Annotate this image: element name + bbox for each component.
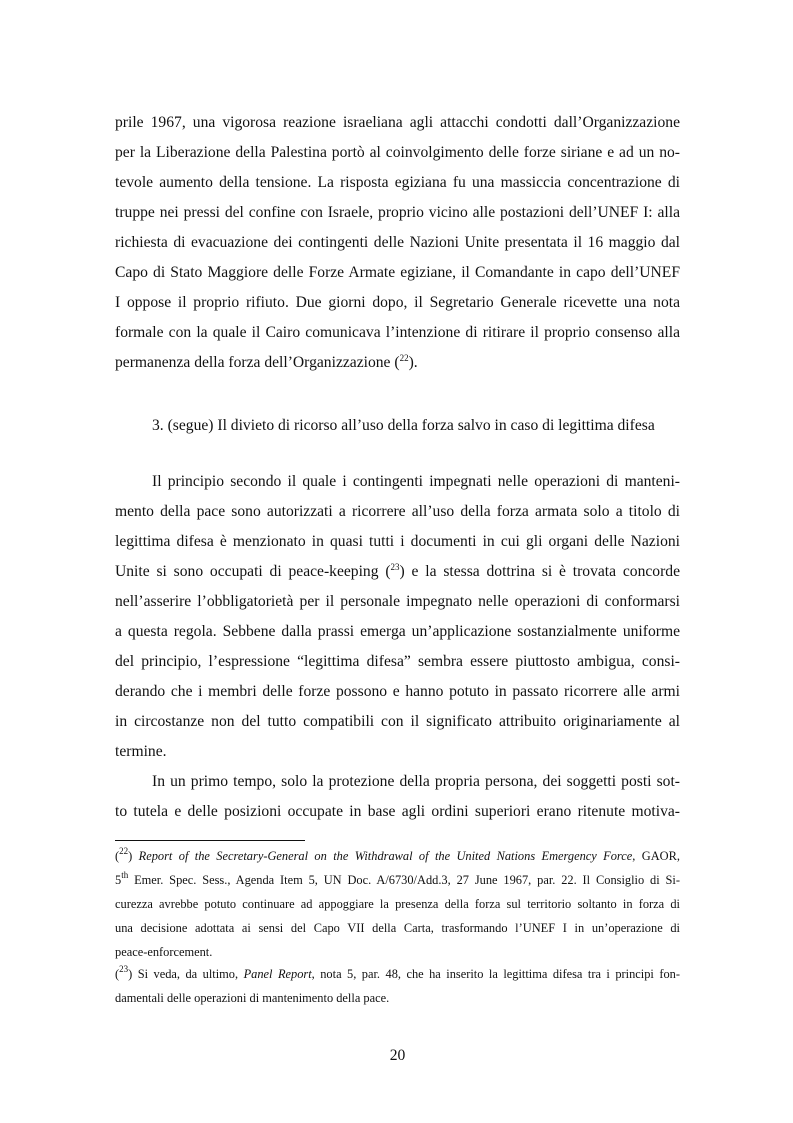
footnote-text: Emer. Spec. Sess., Agenda Item 5, UN Doc. A/6730/Add.3, 27 June 1967, par. 22. Il Consiglio di Si- [128, 873, 680, 887]
footnote-22-line: una decisione adottata ai sensi del Capo VII della Carta, trasformando l’UNEF I in un’operazione di [115, 921, 680, 935]
body-text-line: In un primo tempo, solo la protezione della propria persona, dei soggetti posti sot- [152, 773, 680, 790]
body-text: Unite si sono occupati di peace-keeping ( [115, 563, 391, 580]
body-text-line: truppe nei pressi del confine con Israele, proprio vicino alle postazioni dell’UNEF I: alla [115, 204, 680, 221]
footnote-separator [115, 840, 305, 841]
body-text-line: derando che i membri delle forze possono e hanno potuto in passato ricorrere alle armi [115, 683, 680, 700]
footnote-23-line: damentali delle operazioni di mantenimento della pace. [115, 991, 390, 1005]
body-text-line: to tutela e delle posizioni occupate in base agli ordini superiori erano ritenute motiva- [115, 803, 680, 820]
body-text-line: mento della pace sono autorizzati a ricorrere all’uso della forza armata solo a titolo di [115, 503, 680, 520]
footnote-text: , GAOR, [632, 849, 680, 863]
footnote-text: ) Si veda, da ultimo, [128, 967, 244, 981]
body-text-line: del principio, l’espressione “legittima difesa” sembra essere piuttosto ambigua, consi- [115, 653, 680, 670]
body-text-line: termine. [115, 743, 167, 760]
body-text-line [115, 353, 680, 373]
body-text: ). [408, 354, 418, 371]
body-text-line: in circostanze non del tutto compatibili con il significato attribuito originariamente al [115, 713, 680, 730]
footnote-italic: Panel Report [243, 967, 312, 981]
footnote-22-line: curezza avrebbe potuto continuare ad appoggiare la presenza della forza sul territorio soltanto in forza di [115, 897, 680, 911]
body-text-line: Il principio secondo il quale i contingenti impegnati nelle operazioni di manteni- [152, 473, 680, 490]
body-text-line: per la Liberazione della Palestina portò al coinvolgimento delle forze siriane e ad un no- [115, 144, 680, 161]
footnote-title: Report of the Secretary-General on the Withdrawal of the United Nations Emergency Force [138, 849, 633, 863]
footnote-reference-23[interactable]: 23 [390, 562, 400, 572]
body-text-line: Capo di Stato Maggiore delle Forze Armate egiziane, il Comandante in capo dell’UNEF [115, 264, 680, 281]
body-text-line [115, 562, 680, 582]
body-text-line: a questa regola. Sebbene dalla prassi emerga un’applicazione sostanzialmente uniforme [115, 623, 680, 640]
footnote-number: 23 [119, 964, 129, 974]
footnote-number: 22 [119, 846, 129, 856]
body-text: permanenza della forza dell’Organizzazione ( [115, 354, 400, 371]
footnote-text: 5 [115, 873, 122, 887]
section-heading: 3. (segue) Il divieto di ricorso all’uso della forza salvo in caso di legittima difesa [152, 417, 655, 434]
body-text-line: prile 1967, una vigorosa reazione israeliana agli attacchi condotti dall’Organizzazione [115, 114, 680, 131]
body-text-line: richiesta di evacuazione dei contingenti delle Nazioni Unite presentata il 16 maggio dal [115, 234, 680, 251]
footnote-22: ($^{22}$) Report of the Secretary-General on the Withdrawal of the United Nations Emergency Force, GAOR, [115, 846, 680, 863]
body-text-line: nell’asserire l’obbligatorietà per il personale impegnato nelle operazioni di conformarsi [115, 593, 680, 610]
body-text: ) e la stessa dottrina si è trovata concorde [399, 563, 680, 580]
footnote-23: ($^{23}$) Si veda, da ultimo, Panel Report, nota 5, par. 48, che ha inserito la legittima difesa tra i principi fon- [115, 964, 680, 981]
footnote-text: , nota 5, par. 48, che ha inserito la legittima difesa tra i principi fon- [311, 967, 680, 981]
body-text-line: tevole aumento della tensione. La risposta egiziana fu una massiccia concentrazione di [115, 174, 680, 191]
page-number: 20 [389, 1047, 406, 1064]
footnote-reference-22[interactable]: 22 [399, 353, 409, 363]
document-page [115, 0, 680, 1123]
ordinal-suffix: th [121, 870, 129, 880]
body-text-line: I oppose il proprio rifiuto. Due giorni dopo, il Segretario Generale ricevette una nota [115, 294, 680, 311]
body-text-line: legittima difesa è menzionato in quasi tutti i documenti in cui gli organi delle Nazioni [115, 533, 680, 550]
footnote-22-line [115, 872, 680, 888]
footnote-22-line: peace-enforcement. [115, 945, 213, 959]
body-text-line: formale con la quale il Cairo comunicava l’intenzione di ritirare il proprio consenso alla [115, 324, 680, 341]
